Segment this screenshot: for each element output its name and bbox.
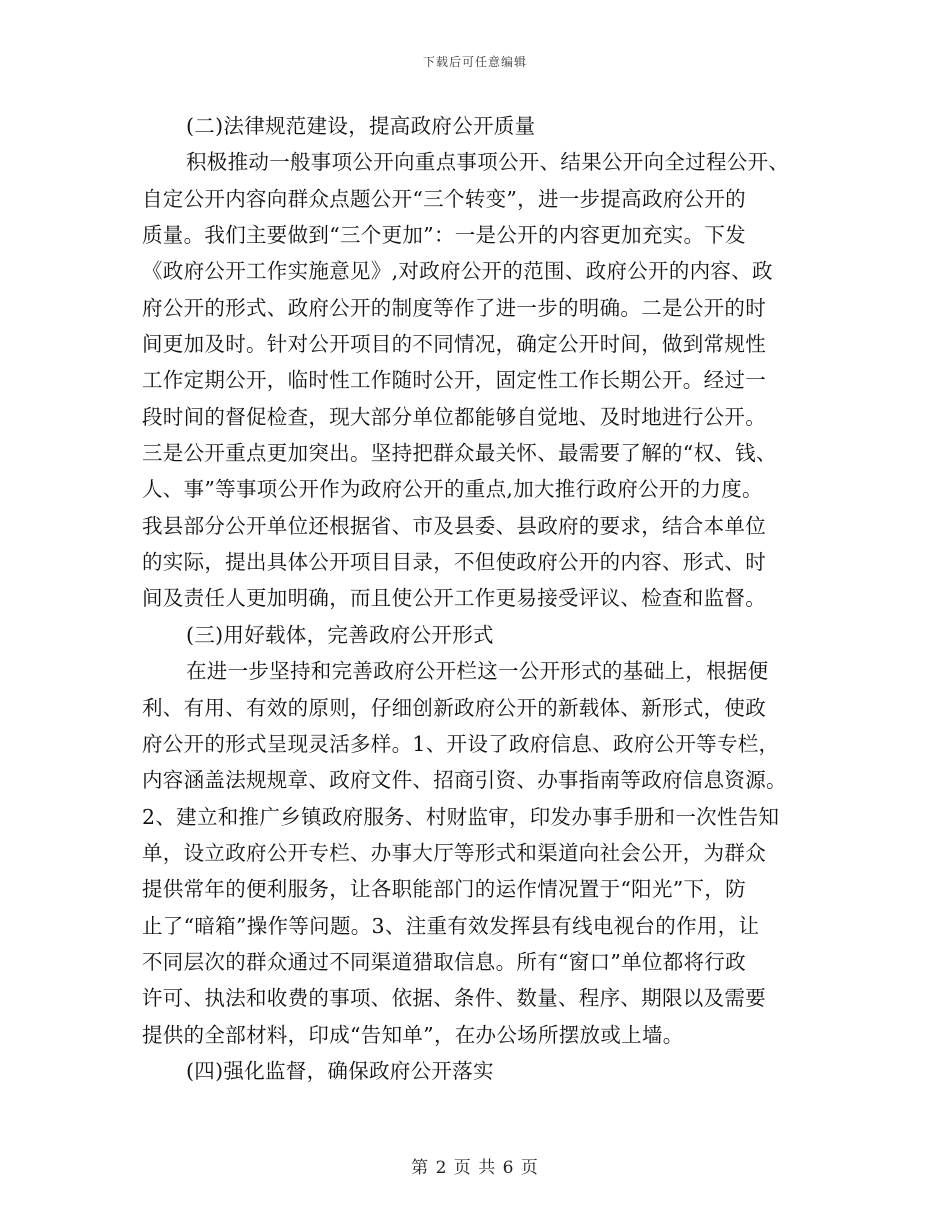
paragraph-line: 府公开的形式呈现灵活多样。1、开设了政府信息、政府公开等专栏， — [142, 731, 780, 756]
paragraph-line: 的实际，提出具体公开项目目录，不但使政府公开的内容、形式、时 — [142, 550, 766, 575]
paragraph-line: 人、事”等事项公开作为政府公开的重点,加大推行政府公开的力度。 — [142, 477, 763, 502]
paragraph-line: 质量。我们主要做到“三个更加”：一是公开的内容更加充实。下发 — [142, 223, 746, 248]
section-heading-2: (二)法律规范建设，提高政府公开质量 — [186, 114, 536, 138]
paragraph-line: 在进一步坚持和完善政府公开栏这一公开形式的基础上，根据便 — [186, 659, 769, 684]
paragraph-line: 间及责任人更加明确，而且使公开工作更易接受评议、检查和监督。 — [142, 586, 766, 611]
section-heading-3: (三)用好载体，完善政府公开形式 — [186, 622, 494, 647]
paragraph-line: 工作定期公开，临时性工作随时公开，固定性工作长期公开。经过一 — [142, 368, 766, 393]
paragraph-line: 段时间的督促检查，现大部分单位都能够自觉地、及时地进行公开。 — [142, 404, 766, 429]
paragraph-line: 内容涵盖法规规章、政府文件、招商引资、办事指南等政府信息资源。 — [142, 768, 787, 793]
paragraph-line: 三是公开重点更加突出。坚持把群众最关怀、最需要了解的“权、钱、 — [142, 441, 777, 466]
paragraph-line: 止了“暗箱”操作等问题。3、注重有效发挥县有线电视台的作用，让 — [142, 913, 760, 938]
section-heading-4: (四)强化监督，确保政府公开落实 — [186, 1058, 494, 1083]
document-body — [142, 108, 812, 1089]
paragraph-line: 提供常年的便利服务，让各职能部门的运作情况置于“阳光”下，防 — [142, 877, 746, 902]
page-number-footer: 第 2 页 共 6 页 — [411, 1158, 539, 1178]
paragraph-line: 许可、执法和收费的事项、依据、条件、数量、程序、期限以及需要 — [142, 986, 766, 1011]
paragraph-line: 《政府公开工作实施意见》,对政府公开的范围、政府公开的内容、政 — [142, 259, 773, 284]
page-header: 下载后可任意编辑 — [422, 55, 527, 69]
paragraph-line: 积极推动一般事项公开向重点事项公开、结果公开向全过程公开、 — [186, 150, 790, 175]
paragraph-line: 间更加及时。针对公开项目的不同情况，确定公开时间，做到常规性 — [142, 332, 766, 357]
paragraph-line: 不同层次的群众通过不同渠道猎取信息。所有“窗口”单位都将行政 — [142, 949, 746, 974]
paragraph-line: 自定公开内容向群众点题公开“三个转变”，进一步提高政府公开的 — [142, 186, 746, 211]
paragraph-line: 提供的全部材料，印成“告知单”，在办公场所摆放或上墙。 — [142, 1022, 684, 1047]
paragraph-line: 府公开的形式、政府公开的制度等作了进一步的明确。二是公开的时 — [142, 295, 766, 320]
paragraph-line: 2、建立和推广乡镇政府服务、村财监审，印发办事手册和一次性告知 — [142, 804, 780, 829]
paragraph-line: 单，设立政府公开专栏、办事大厅等形式和渠道向社会公开，为群众 — [142, 840, 766, 865]
paragraph-line: 利、有用、有效的原则，仔细创新政府公开的新载体、新形式，使政 — [142, 695, 766, 720]
paragraph-line: 我县部分公开单位还根据省、市及县委、县政府的要求，结合本单位 — [142, 513, 766, 538]
